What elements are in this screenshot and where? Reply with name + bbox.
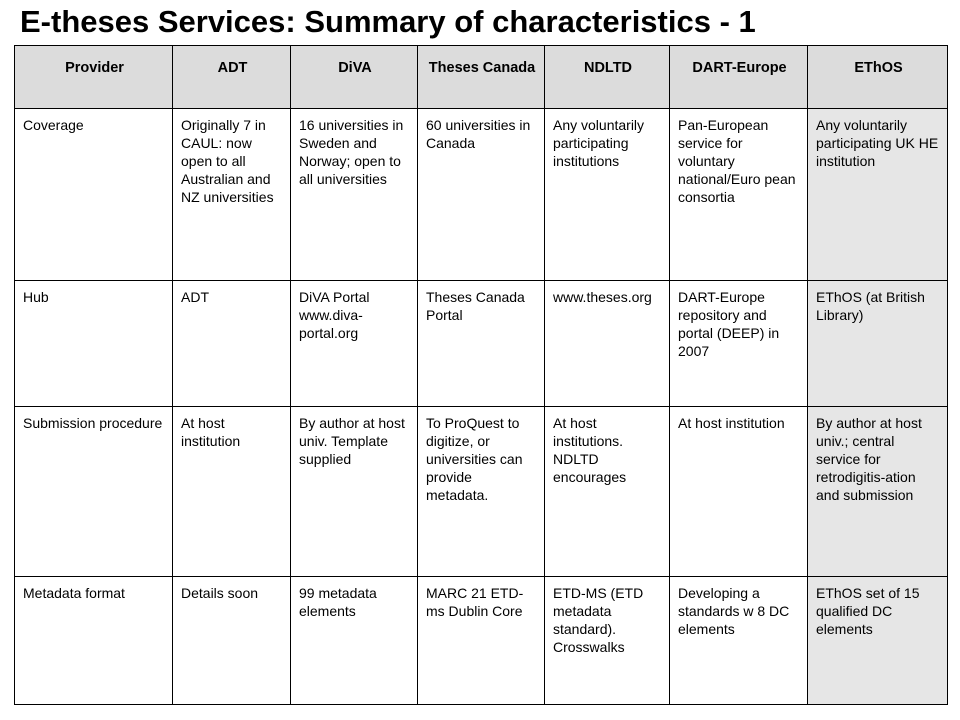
cell-hub-ethos: EThOS (at British Library) [808,281,948,407]
cell-metadata-ethos: EThOS set of 15 qualified DC elements [808,577,948,705]
cell-coverage-adt: Originally 7 in CAUL: now open to all Australian and NZ universities [173,109,291,281]
table-row-metadata [15,577,948,705]
cell-coverage-ndltd: Any voluntarily participating institutions [545,109,670,281]
cell-submission-theses-canada: To ProQuest to digitize, or universities can provide metadata. [418,407,545,577]
row-label-metadata: Metadata format [15,577,173,705]
table-header-row [15,46,948,109]
cell-coverage-ethos: Any voluntarily participating UK HE institution [808,109,948,281]
row-label-hub: Hub [15,281,173,407]
header-diva: DiVA [291,46,418,109]
cell-hub-ndltd: www.theses.org [545,281,670,407]
summary-table [14,45,948,705]
table-row-coverage [15,109,948,281]
header-ndltd: NDLTD [545,46,670,109]
row-label-coverage: Coverage [15,109,173,281]
header-ethos: EThOS [808,46,948,109]
row-label-submission: Submission procedure [15,407,173,577]
cell-metadata-adt: Details soon [173,577,291,705]
cell-coverage-theses-canada: 60 universities in Canada [418,109,545,281]
cell-hub-diva: DiVA Portal www.diva-portal.org [291,281,418,407]
table-row-submission [15,407,948,577]
cell-metadata-theses-canada: MARC 21 ETD-ms Dublin Core [418,577,545,705]
cell-metadata-dart-europe: Developing a standards w 8 DC elements [670,577,808,705]
cell-coverage-diva: 16 universities in Sweden and Norway; open to all universities [291,109,418,281]
cell-submission-adt: At host institution [173,407,291,577]
header-theses-canada: Theses Canada [418,46,545,109]
cell-submission-diva: By author at host univ. Template supplied [291,407,418,577]
cell-submission-dart-europe: At host institution [670,407,808,577]
header-adt: ADT [173,46,291,109]
slide-title: E-theses Services: Summary of characteristics - 1 [20,4,756,39]
cell-hub-adt: ADT [173,281,291,407]
table-row-hub [15,281,948,407]
cell-hub-theses-canada: Theses Canada Portal [418,281,545,407]
cell-submission-ethos: By author at host univ.; central service for retrodigitis-ation and submission [808,407,948,577]
cell-metadata-ndltd: ETD-MS (ETD metadata standard). Crosswalks [545,577,670,705]
header-dart-europe: DART-Europe [670,46,808,109]
cell-coverage-dart-europe: Pan-European service for voluntary national/Euro pean consortia [670,109,808,281]
cell-metadata-diva: 99 metadata elements [291,577,418,705]
cell-submission-ndltd: At host institutions. NDLTD encourages [545,407,670,577]
cell-hub-dart-europe: DART-Europe repository and portal (DEEP) in 2007 [670,281,808,407]
header-provider: Provider [15,46,173,109]
